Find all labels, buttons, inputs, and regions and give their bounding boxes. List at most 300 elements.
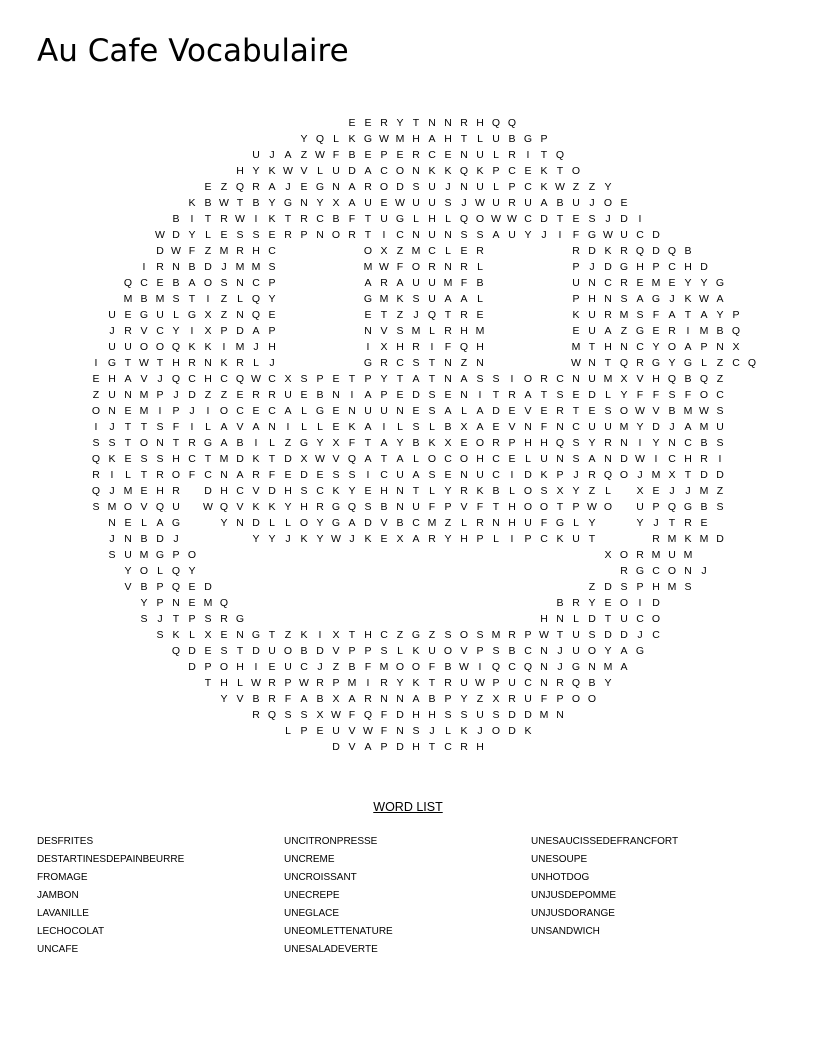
grid-letter: V <box>236 421 244 433</box>
grid-letter: R <box>460 261 468 273</box>
grid-letter: I <box>190 325 194 337</box>
grid-letter: L <box>573 517 579 529</box>
grid-letter: E <box>412 405 420 417</box>
grid-letter: C <box>300 661 308 673</box>
word-list-column-2 <box>284 836 524 962</box>
grid-letter: J <box>349 533 355 545</box>
grid-letter: Y <box>380 373 388 385</box>
grid-letter: N <box>684 565 692 577</box>
grid-letter: O <box>395 165 405 177</box>
grid-letter: Z <box>396 629 404 641</box>
grid-letter: B <box>556 197 564 209</box>
grid-letter: M <box>603 373 613 385</box>
grid-row <box>88 275 736 291</box>
grid-letter: P <box>332 677 340 689</box>
grid-letter: G <box>635 645 645 657</box>
grid-letter: H <box>108 373 116 385</box>
grid-letter: S <box>492 645 500 657</box>
grid-letter: E <box>348 117 356 129</box>
grid-letter: O <box>91 405 101 417</box>
grid-letter: Y <box>252 533 260 545</box>
grid-letter: M <box>139 389 149 401</box>
grid-letter: H <box>652 373 660 385</box>
grid-letter: W <box>139 357 149 369</box>
grid-letter: F <box>380 725 388 737</box>
grid-letter: C <box>508 661 516 673</box>
grid-letter: Y <box>268 197 276 209</box>
grid-letter: K <box>268 165 276 177</box>
grid-letter: T <box>236 197 244 209</box>
grid-letter: W <box>379 133 389 145</box>
grid-letter: R <box>124 325 132 337</box>
grid-letter: A <box>412 373 420 385</box>
grid-letter: L <box>317 421 323 433</box>
grid-letter: B <box>300 645 308 657</box>
grid-row <box>88 307 740 323</box>
grid-letter: S <box>444 197 452 209</box>
grid-letter: O <box>619 469 629 481</box>
grid-row <box>88 419 736 435</box>
grid-letter: B <box>316 693 324 705</box>
grid-letter: N <box>332 389 340 401</box>
grid-letter: T <box>124 437 132 449</box>
grid-letter: U <box>572 277 580 289</box>
grid-letter: K <box>252 501 260 513</box>
grid-letter: O <box>155 341 165 353</box>
grid-letter: R <box>428 261 436 273</box>
grid-letter: S <box>300 373 308 385</box>
grid-letter: P <box>540 133 548 145</box>
grid-letter: S <box>332 469 340 481</box>
word-list <box>0 836 816 966</box>
grid-letter: N <box>204 357 212 369</box>
grid-letter: R <box>364 693 372 705</box>
grid-letter: B <box>508 645 516 657</box>
grid-letter: W <box>475 197 485 209</box>
grid-letter: B <box>140 533 148 545</box>
grid-letter: Z <box>332 661 340 673</box>
grid-letter: W <box>331 533 341 545</box>
grid-letter: D <box>700 469 708 481</box>
grid-letter: J <box>669 485 675 497</box>
grid-letter: Z <box>220 389 228 401</box>
grid-letter: U <box>588 309 596 321</box>
grid-letter: P <box>556 693 564 705</box>
grid-letter: D <box>172 229 180 241</box>
grid-letter: M <box>443 277 453 289</box>
grid-letter: T <box>492 501 500 513</box>
grid-letter: M <box>379 661 389 673</box>
grid-letter: T <box>684 309 692 321</box>
grid-letter: D <box>652 597 660 609</box>
grid-letter: X <box>332 437 340 449</box>
grid-letter: E <box>668 277 676 289</box>
grid-letter: C <box>268 245 276 257</box>
grid-letter: S <box>284 709 292 721</box>
grid-letter: K <box>268 501 276 513</box>
grid-letter: H <box>428 213 436 225</box>
grid-letter: N <box>236 517 244 529</box>
grid-letter: L <box>125 469 131 481</box>
grid-letter: K <box>268 213 276 225</box>
grid-letter: N <box>108 517 116 529</box>
grid-letter: U <box>476 469 484 481</box>
grid-letter: R <box>476 517 484 529</box>
grid-letter: T <box>268 629 276 641</box>
grid-letter: C <box>652 565 660 577</box>
grid-letter: R <box>620 245 628 257</box>
grid-letter: I <box>94 357 98 369</box>
grid-letter: K <box>348 133 356 145</box>
grid-letter: E <box>396 389 404 401</box>
grid-letter: I <box>478 389 482 401</box>
grid-letter: Q <box>459 341 469 353</box>
grid-letter: I <box>366 469 370 481</box>
grid-letter: A <box>284 405 292 417</box>
grid-letter: Q <box>171 341 181 353</box>
grid-letter: O <box>395 661 405 673</box>
grid-letter: Q <box>523 661 533 673</box>
grid-letter: E <box>700 517 708 529</box>
grid-letter: U <box>716 421 724 433</box>
grid-letter: F <box>348 437 356 449</box>
grid-letter: J <box>653 517 659 529</box>
grid-letter: I <box>110 469 114 481</box>
grid-letter: S <box>556 389 564 401</box>
grid-letter: P <box>524 629 532 641</box>
grid-letter: F <box>268 469 276 481</box>
grid-letter: Q <box>171 581 181 593</box>
grid-letter: O <box>427 453 437 465</box>
grid-letter: L <box>445 213 451 225</box>
grid-letter: G <box>139 309 149 321</box>
grid-letter: M <box>619 421 629 433</box>
grid-letter: E <box>364 309 372 321</box>
grid-letter: X <box>204 309 212 321</box>
grid-letter: C <box>556 373 564 385</box>
word-list-item: UNCROISSANT <box>284 872 357 883</box>
grid-letter: Q <box>347 453 357 465</box>
grid-letter: P <box>300 229 308 241</box>
grid-letter: P <box>732 309 740 321</box>
grid-letter: F <box>348 709 356 721</box>
grid-letter: P <box>444 693 452 705</box>
grid-letter: H <box>412 741 420 753</box>
grid-letter: S <box>572 437 580 449</box>
grid-letter: O <box>699 389 709 401</box>
grid-letter: N <box>460 181 468 193</box>
grid-letter: Q <box>603 469 613 481</box>
grid-letter: D <box>604 581 612 593</box>
grid-letter: L <box>445 245 451 257</box>
grid-letter: U <box>428 197 436 209</box>
grid-letter: E <box>124 453 132 465</box>
grid-letter: S <box>604 405 612 417</box>
grid-letter: E <box>268 309 276 321</box>
grid-letter: I <box>638 437 642 449</box>
grid-letter: L <box>301 421 307 433</box>
grid-letter: B <box>684 373 692 385</box>
grid-letter: Q <box>235 373 245 385</box>
grid-letter: Z <box>476 693 484 705</box>
grid-letter: T <box>604 357 612 369</box>
grid-letter: Y <box>124 565 132 577</box>
grid-letter: Z <box>284 437 292 449</box>
grid-letter: Y <box>700 277 708 289</box>
grid-letter: S <box>140 453 148 465</box>
grid-letter: Y <box>316 197 324 209</box>
grid-letter: I <box>510 373 514 385</box>
word-list-item: LAVANILLE <box>37 908 89 919</box>
grid-letter: B <box>444 421 452 433</box>
grid-letter: N <box>716 341 724 353</box>
grid-letter: E <box>588 405 596 417</box>
grid-letter: P <box>156 581 164 593</box>
grid-letter: K <box>444 165 452 177</box>
grid-letter: P <box>380 389 388 401</box>
grid-letter: U <box>412 197 420 209</box>
grid-letter: G <box>187 309 197 321</box>
grid-letter: M <box>235 341 245 353</box>
grid-letter: R <box>92 469 100 481</box>
grid-letter: Q <box>155 501 165 513</box>
grid-letter: U <box>428 645 436 657</box>
grid-letter: D <box>236 453 244 465</box>
grid-letter: C <box>316 213 324 225</box>
grid-letter: B <box>428 693 436 705</box>
grid-letter: O <box>459 629 469 641</box>
grid-letter: Z <box>204 245 212 257</box>
grid-letter: P <box>572 261 580 273</box>
grid-letter: O <box>619 549 629 561</box>
grid-letter: U <box>588 373 596 385</box>
grid-letter: S <box>412 357 420 369</box>
grid-letter: S <box>172 293 180 305</box>
grid-letter: K <box>540 165 548 177</box>
grid-letter: Y <box>172 325 180 337</box>
grid-letter: D <box>508 725 516 737</box>
grid-letter: N <box>620 341 628 353</box>
grid-letter: O <box>171 469 181 481</box>
grid-letter: L <box>333 133 339 145</box>
grid-letter: U <box>620 229 628 241</box>
grid-letter: R <box>268 693 276 705</box>
grid-letter: G <box>299 437 309 449</box>
grid-letter: C <box>396 229 404 241</box>
grid-letter: I <box>526 149 530 161</box>
grid-letter: V <box>524 405 532 417</box>
grid-letter: C <box>668 261 676 273</box>
grid-letter: Y <box>524 229 532 241</box>
grid-letter: G <box>315 405 325 417</box>
grid-letter: Y <box>188 229 196 241</box>
grid-letter: D <box>268 485 276 497</box>
word-list-item: UNECREPE <box>284 890 340 901</box>
grid-letter: W <box>603 229 613 241</box>
grid-letter: I <box>94 421 98 433</box>
grid-letter: C <box>524 677 532 689</box>
grid-letter: M <box>347 677 357 689</box>
grid-letter: F <box>540 693 548 705</box>
grid-letter: O <box>443 645 453 657</box>
grid-letter: R <box>508 629 516 641</box>
grid-letter: X <box>300 453 308 465</box>
grid-letter: P <box>188 613 196 625</box>
grid-letter: S <box>140 613 148 625</box>
grid-letter: S <box>716 405 724 417</box>
grid-letter: J <box>109 533 115 545</box>
grid-letter: T <box>380 309 388 321</box>
grid-row <box>88 115 736 131</box>
grid-letter: C <box>268 373 276 385</box>
grid-letter: R <box>556 405 564 417</box>
grid-letter: P <box>476 645 484 657</box>
grid-letter: K <box>108 453 116 465</box>
grid-letter: D <box>620 453 628 465</box>
grid-letter: I <box>206 293 210 305</box>
grid-letter: D <box>652 229 660 241</box>
grid-letter: E <box>92 373 100 385</box>
word-list-item: DESTARTINESDEPAINBEURRE <box>37 854 185 865</box>
grid-letter: T <box>172 437 180 449</box>
grid-letter: I <box>190 421 194 433</box>
grid-letter: V <box>636 373 644 385</box>
grid-letter: H <box>252 245 260 257</box>
grid-letter: Q <box>619 357 629 369</box>
grid-letter: S <box>364 501 372 513</box>
grid-letter: R <box>252 709 260 721</box>
grid-letter: E <box>364 149 372 161</box>
grid-letter: Y <box>396 117 404 129</box>
grid-letter: J <box>285 533 291 545</box>
grid-letter: D <box>652 245 660 257</box>
grid-letter: I <box>510 469 514 481</box>
grid-letter: S <box>396 325 404 337</box>
grid-row <box>88 147 736 163</box>
grid-letter: M <box>667 581 677 593</box>
grid-row <box>88 451 736 467</box>
grid-letter: Y <box>268 533 276 545</box>
grid-letter: R <box>588 469 596 481</box>
grid-letter: I <box>382 229 386 241</box>
grid-letter: N <box>236 629 244 641</box>
grid-letter: M <box>411 245 421 257</box>
grid-letter: T <box>380 453 388 465</box>
grid-letter: Q <box>315 133 325 145</box>
grid-letter: S <box>428 389 436 401</box>
grid-letter: A <box>364 165 372 177</box>
grid-letter: K <box>460 725 468 737</box>
grid-letter: E <box>476 309 484 321</box>
grid-letter: T <box>412 485 420 497</box>
grid-letter: R <box>460 485 468 497</box>
grid-letter: V <box>348 741 356 753</box>
grid-letter: R <box>508 149 516 161</box>
grid-letter: E <box>124 309 132 321</box>
grid-letter: O <box>587 645 597 657</box>
grid-letter: O <box>603 501 613 513</box>
grid-letter: T <box>236 645 244 657</box>
grid-letter: Y <box>268 293 276 305</box>
grid-letter: K <box>412 645 420 657</box>
grid-letter: H <box>204 373 212 385</box>
grid-letter: I <box>638 213 642 225</box>
grid-letter: N <box>588 661 596 673</box>
grid-letter: D <box>396 181 404 193</box>
grid-letter: G <box>683 357 693 369</box>
grid-letter: Y <box>444 533 452 545</box>
grid-letter: D <box>396 709 404 721</box>
grid-letter: L <box>461 517 467 529</box>
grid-letter: Q <box>267 709 277 721</box>
grid-letter: C <box>492 469 500 481</box>
grid-letter: R <box>252 181 260 193</box>
word-list-heading: WORD LIST <box>373 800 443 814</box>
grid-letter: U <box>380 213 388 225</box>
grid-letter: V <box>652 405 660 417</box>
grid-letter: Y <box>636 421 644 433</box>
grid-letter: I <box>286 421 290 433</box>
grid-letter: M <box>123 485 133 497</box>
grid-letter: C <box>380 629 388 641</box>
grid-letter: B <box>332 213 340 225</box>
grid-letter: R <box>604 309 612 321</box>
grid-letter: S <box>716 501 724 513</box>
grid-letter: K <box>396 293 404 305</box>
grid-letter: Q <box>427 309 437 321</box>
word-list-item: JAMBON <box>37 890 79 901</box>
grid-letter: U <box>396 469 404 481</box>
grid-letter: Z <box>220 309 228 321</box>
grid-letter: M <box>235 261 245 273</box>
grid-letter: D <box>524 469 532 481</box>
grid-letter: G <box>331 517 341 529</box>
grid-letter: I <box>654 453 658 465</box>
grid-letter: J <box>109 485 115 497</box>
grid-letter: S <box>156 629 164 641</box>
grid-letter: H <box>380 485 388 497</box>
grid-letter: N <box>316 229 324 241</box>
grid-letter: E <box>252 405 260 417</box>
grid-letter: A <box>364 389 372 401</box>
grid-letter: G <box>203 437 213 449</box>
grid-letter: H <box>540 437 548 449</box>
grid-letter: C <box>652 629 660 641</box>
grid-letter: J <box>269 149 275 161</box>
grid-letter: H <box>684 453 692 465</box>
grid-letter: N <box>124 389 132 401</box>
grid-letter: U <box>668 549 676 561</box>
grid-letter: J <box>109 421 115 433</box>
grid-letter: N <box>476 357 484 369</box>
grid-letter: C <box>716 389 724 401</box>
grid-letter: X <box>332 197 340 209</box>
grid-letter: A <box>396 453 404 465</box>
grid-letter: R <box>572 245 580 257</box>
grid-letter: D <box>156 533 164 545</box>
grid-letter: P <box>700 341 708 353</box>
grid-letter: L <box>477 293 483 305</box>
grid-letter: Q <box>235 181 245 193</box>
grid-letter: Q <box>251 309 261 321</box>
grid-letter: U <box>572 533 580 545</box>
grid-letter: C <box>380 469 388 481</box>
grid-letter: S <box>492 709 500 721</box>
grid-letter: Y <box>668 357 676 369</box>
word-list-column-3 <box>531 836 771 944</box>
grid-letter: U <box>108 341 116 353</box>
grid-letter: G <box>331 501 341 513</box>
